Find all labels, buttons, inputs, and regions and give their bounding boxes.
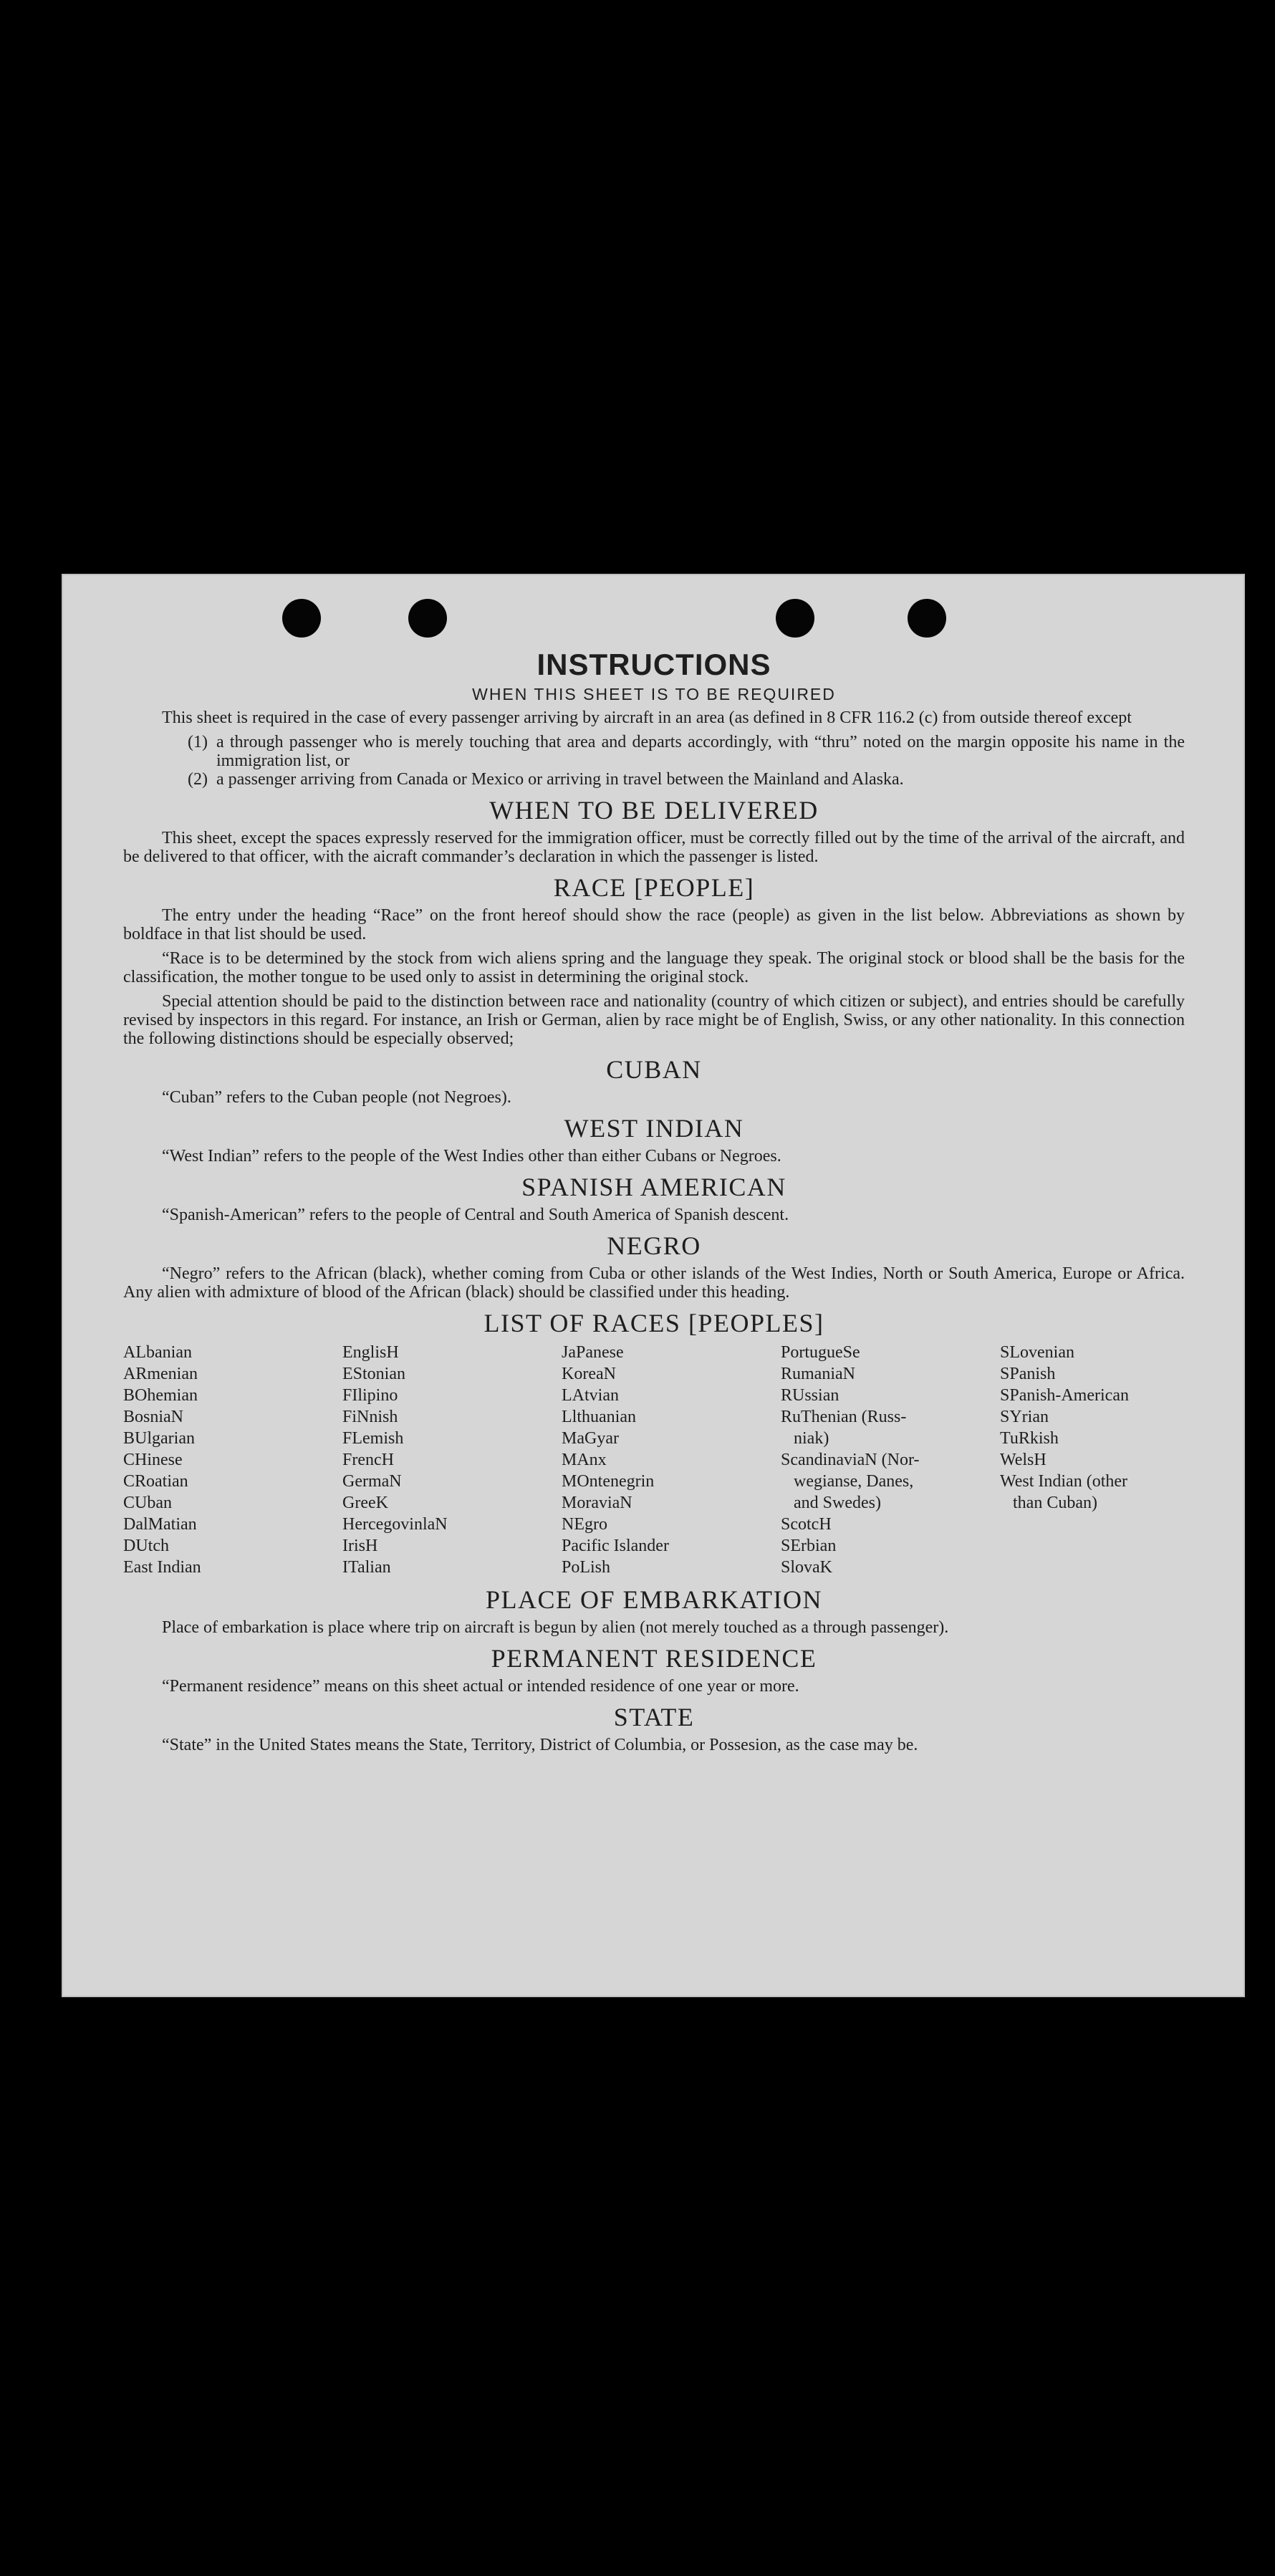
race-entry: GreeK — [342, 1494, 388, 1512]
instruction-sheet — [62, 574, 1245, 1997]
section-race — [123, 872, 1185, 1048]
sheet-content — [123, 648, 1185, 1760]
punch-hole — [282, 599, 321, 638]
race-entry: PoLish — [562, 1558, 611, 1577]
section-heading: PERMANENT RESIDENCE — [491, 1644, 817, 1673]
race-entry: EnglisH — [342, 1343, 399, 1362]
race-entry: SLovenian — [1000, 1343, 1074, 1362]
race-entry: MoraviaN — [562, 1494, 632, 1512]
race-entry: DalMatian — [123, 1515, 197, 1534]
race-entry: SErbian — [781, 1537, 837, 1555]
section-heading: CUBAN — [606, 1055, 702, 1084]
race-entry: ALbanian — [123, 1343, 192, 1362]
race-entry: EStonian — [342, 1365, 405, 1383]
punch-hole — [776, 599, 814, 638]
page-title: INSTRUCTIONS — [537, 648, 771, 681]
section-paragraph: “State” in the United States means the State, Territory, District of Columbia, or Possesion, as the case may be. — [162, 1736, 918, 1754]
race-entry: DUtch — [123, 1537, 169, 1555]
race-entry: West Indian (other — [1000, 1472, 1128, 1491]
section-heading: NEGRO — [607, 1231, 701, 1260]
section-heading: STATE — [613, 1703, 695, 1731]
race-entry: WelsH — [1000, 1451, 1047, 1469]
section-paragraph: “Cuban” refers to the Cuban people (not Negroes). — [162, 1088, 511, 1107]
race-entry: CHinese — [123, 1451, 183, 1469]
section-paragraph: “Race is to be determined by the stock from wich aliens spring and the language they speak. The original stock or blood shall be the basis for the classification, the mother tongue to be used only to assist in determining the original stock. — [123, 949, 1185, 986]
race-entry: niak) — [781, 1429, 829, 1448]
section-embarkation — [123, 1584, 1185, 1637]
condition-item — [123, 770, 1185, 789]
page-subtitle: WHEN THIS SHEET IS TO BE REQUIRED — [472, 685, 836, 703]
section-paragraph: Special attention should be paid to the distinction between race and nationality (country of which citizen or subject), and entries should be carefully revised by inspectors in this regard. For instance, an Irish or German, alien by race might be of English, Swiss, or any other nationality. In this connection the following distinctions should be especially observed; — [123, 992, 1185, 1048]
section-heading: WHEN TO BE DELIVERED — [489, 796, 819, 825]
race-entry: ScotcH — [781, 1515, 832, 1534]
race-entry: FiNnish — [342, 1408, 398, 1426]
race-entry: SPanish — [1000, 1365, 1056, 1383]
section-paragraph: This sheet, except the spaces expressly reserved for the immigration officer, must be correctly filled out by the time of the arrival of the aircraft, and be delivered to that officer, with the aicraft commander’s declaration in which the passenger is listed. — [123, 829, 1185, 866]
race-entry: PortugueSe — [781, 1343, 860, 1362]
section-paragraph: “Spanish-American” refers to the people of Central and South America of Spanish descent. — [162, 1206, 789, 1224]
race-entry: SlovaK — [781, 1558, 832, 1577]
condition-number: (2) — [188, 770, 208, 789]
race-entry: RuThenian (Russ- — [781, 1408, 907, 1426]
race-column — [562, 1342, 781, 1578]
race-entry: ARmenian — [123, 1365, 198, 1383]
section-paragraph: “Permanent residence” means on this sheet actual or intended residence of one year or more. — [162, 1677, 799, 1696]
race-entry: SPanish-American — [1000, 1386, 1129, 1405]
section-paragraph: The entry under the heading “Race” on the front hereof should show the race (people) as given in the list below. Abbreviations as shown by boldface in that list should be used. — [123, 906, 1185, 943]
race-entry: HercegovinlaN — [342, 1515, 448, 1534]
condition-text: a through passenger who is merely touching that area and departs accordingly, with “thru” noted on the margin opposite his name in the immigration list, or — [216, 733, 1185, 770]
race-entry: Llthuanian — [562, 1408, 636, 1426]
race-entry: BosniaN — [123, 1408, 183, 1426]
section-west-indian — [123, 1112, 1185, 1166]
race-entry: CUban — [123, 1494, 172, 1512]
section-negro — [123, 1230, 1185, 1302]
section-heading: SPANISH AMERICAN — [521, 1173, 786, 1201]
race-entry: than Cuban) — [1000, 1494, 1097, 1512]
race-column — [1000, 1342, 1185, 1578]
race-entry: wegianse, Danes, — [781, 1472, 914, 1491]
section-heading: LIST OF RACES [PEOPLES] — [483, 1309, 824, 1337]
section-heading: RACE [PEOPLE] — [553, 873, 755, 902]
race-list — [123, 1342, 1185, 1578]
race-column — [123, 1342, 342, 1578]
race-entry: KoreaN — [562, 1365, 616, 1383]
race-entry: SYrian — [1000, 1408, 1049, 1426]
condition-number: (1) — [188, 733, 208, 751]
race-entry: LAtvian — [562, 1386, 619, 1405]
race-entry: BUlgarian — [123, 1429, 195, 1448]
race-entry: FrencH — [342, 1451, 394, 1469]
race-entry: East Indian — [123, 1558, 201, 1577]
race-entry: Pacific Islander — [562, 1537, 669, 1555]
section-race-list — [123, 1307, 1185, 1578]
race-entry: JaPanese — [562, 1343, 624, 1362]
intro-paragraph: This sheet is required in the case of every passenger arriving by aircraft in an area (as defined in 8 CFR 116.2 (c) from outside thereof except — [162, 708, 1132, 727]
race-entry: MAnx — [562, 1451, 607, 1469]
race-entry: BOhemian — [123, 1386, 198, 1405]
race-column — [342, 1342, 562, 1578]
section-permanent-residence — [123, 1643, 1185, 1696]
condition-item — [123, 733, 1185, 770]
race-entry: RumaniaN — [781, 1365, 855, 1383]
section-spanish-american — [123, 1171, 1185, 1224]
race-entry: ScandinaviaN (Nor- — [781, 1451, 920, 1469]
section-paragraph: “Negro” refers to the African (black), whether coming from Cuba or other islands of the West Indies, North or South America, Europe or Africa. Any alien with admixture of blood of the African (black) should be classified under this heading. — [123, 1264, 1185, 1302]
race-entry: RUssian — [781, 1386, 839, 1405]
race-entry: FIlipino — [342, 1386, 398, 1405]
race-entry: ITalian — [342, 1558, 391, 1577]
section-delivery — [123, 794, 1185, 866]
race-column — [781, 1342, 1000, 1578]
section-heading: PLACE OF EMBARKATION — [485, 1585, 823, 1614]
race-entry: CRoatian — [123, 1472, 188, 1491]
condition-text: a passenger arriving from Canada or Mexico or arriving in travel between the Mainland and Alaska. — [216, 770, 904, 789]
race-entry: GermaN — [342, 1472, 402, 1491]
race-entry: NEgro — [562, 1515, 607, 1534]
race-entry: and Swedes) — [781, 1494, 881, 1512]
condition-list — [123, 733, 1185, 789]
section-heading: WEST INDIAN — [564, 1114, 744, 1143]
section-paragraph: Place of embarkation is place where trip on aircraft is begun by alien (not merely touched as a through passenger). — [162, 1618, 949, 1637]
section-cuban — [123, 1054, 1185, 1107]
punch-hole — [408, 599, 447, 638]
race-entry: MOntenegrin — [562, 1472, 655, 1491]
race-entry: MaGyar — [562, 1429, 619, 1448]
section-state — [123, 1701, 1185, 1754]
section-paragraph: “West Indian” refers to the people of the West Indies other than either Cubans or Negroes. — [162, 1147, 781, 1166]
race-entry: FLemish — [342, 1429, 404, 1448]
punch-hole — [908, 599, 946, 638]
race-entry: IrisH — [342, 1537, 378, 1555]
race-entry: TuRkish — [1000, 1429, 1059, 1448]
